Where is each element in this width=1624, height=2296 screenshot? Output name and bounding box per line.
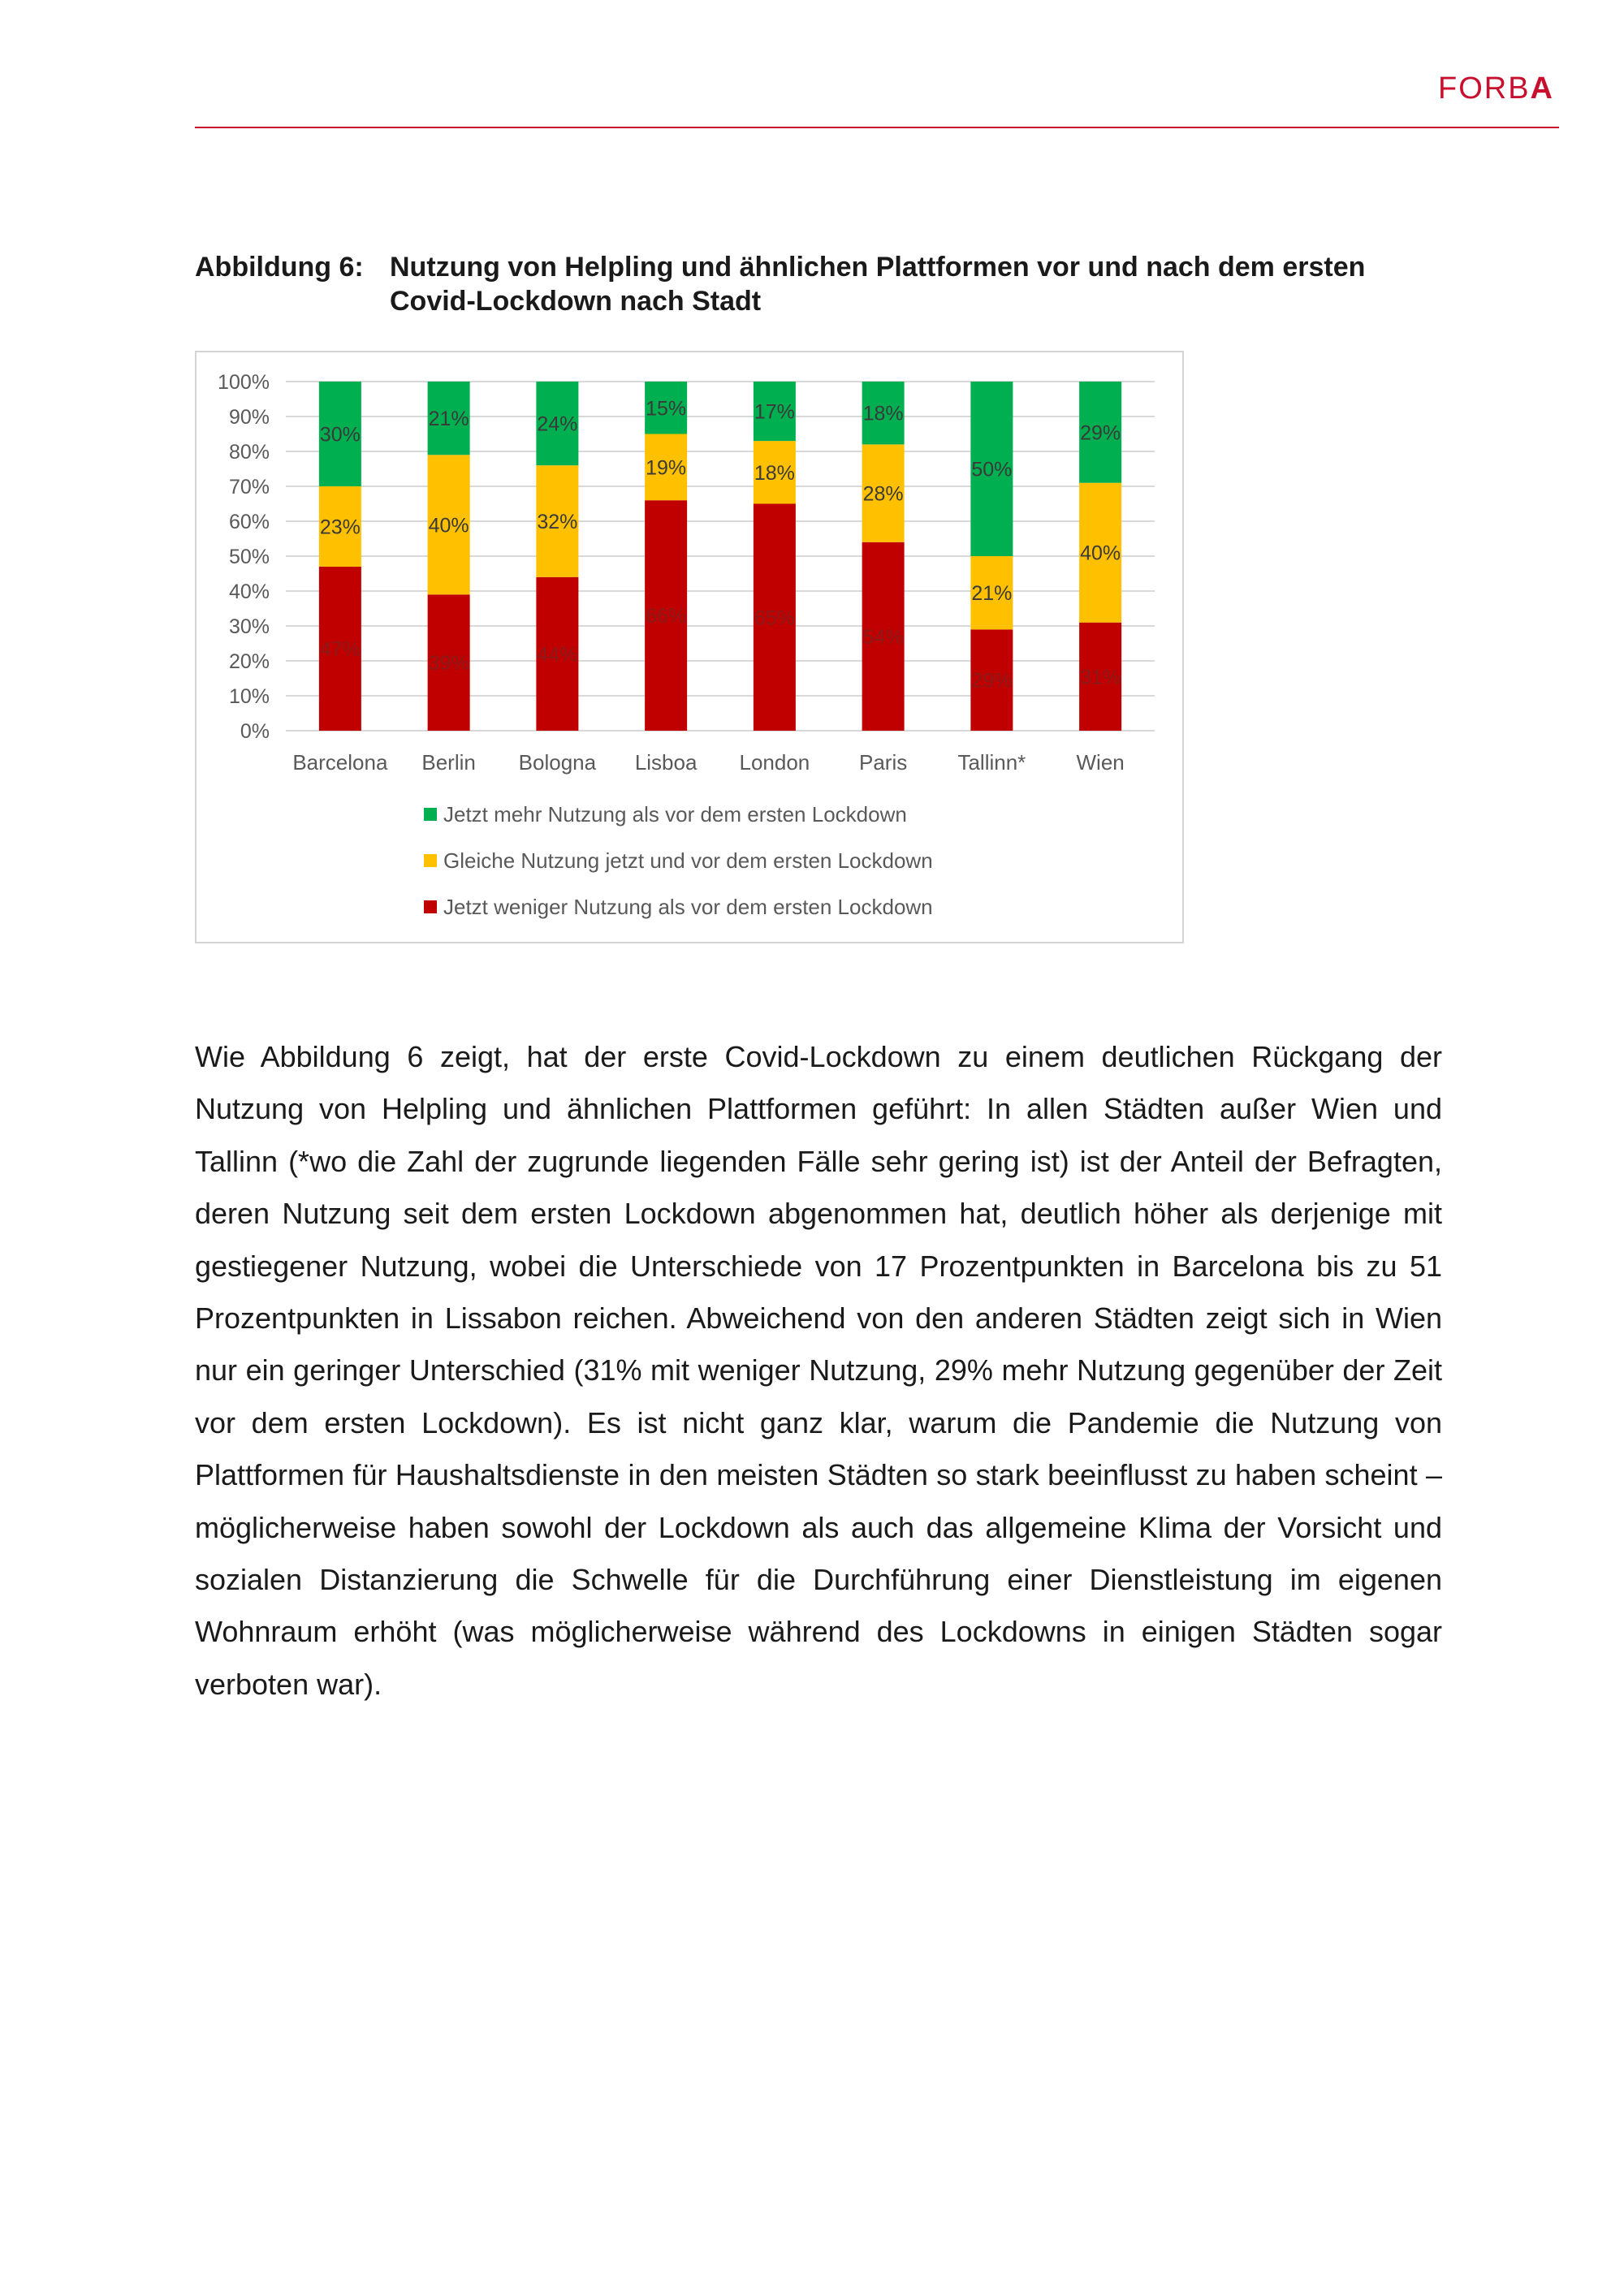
data-label: 15% [646,397,687,421]
x-tick-label: Lisboa [634,750,698,775]
data-label: 39% [428,652,469,675]
x-tick-label: Tallinn* [957,750,1026,775]
data-label: 32% [537,511,578,533]
y-tick-label: 60% [228,511,270,533]
x-tick-label: Barcelona [292,750,388,775]
legend-swatch [424,808,437,821]
data-label: 54% [862,625,904,649]
data-label: 30% [319,423,361,447]
data-label: 50% [971,458,1013,481]
data-label: 65% [754,606,795,630]
forba-logo [1438,71,1554,106]
x-tick-label: Wien [1076,750,1125,775]
data-label: 31% [1080,666,1121,689]
x-tick-label: Bologna [518,750,597,775]
data-label: 18% [754,461,795,485]
body-paragraph: Wie Abbildung 6 zeigt, hat der erste Covid-Lockdown zu einem deutlichen Rückgang der Nutzung von Helpling und ähnlichen Plattformen geführt: In allen Städten außer Wien und Tallinn (*wo die Zahl der zugrunde liegenden Fälle sehr gering ist) ist der Anteil der Befragten, deren Nutzung seit dem ersten Lockdown abgenommen hat, deutlich höher als derjenige mit gestiegener Nutzung, wobei die Unterschiede von 17 Prozentpunkten in Barcelona bis zu 51 Prozentpunkten in Lissabon reichen. Abweichend von den anderen Städten zeigt sich in Wien nur ein geringer Unterschied (31% mit weniger Nutzung, 29% mehr Nutzung gegenüber der Zeit vor dem ersten Lockdown). Es ist nicht ganz klar, warum die Pandemie die Nutzung von Plattformen für Haushaltsdienste in den meisten Städten so stark beeinflusst zu haben scheint – möglicherweise haben sowohl der Lockdown als auch das allgemeine Klima der Vorsicht und sozialen Distanzierung die Schwelle für die Durchführung einer Dienstleistung im eigenen Wohnraum erhöht (was möglicherweise während des Lockdowns in einigen Städten sogar verboten war). [195,1040,1442,1701]
figure-caption [195,250,1445,318]
data-label: 24% [537,412,578,436]
y-tick-label: 20% [228,650,270,673]
data-label: 21% [428,408,469,431]
data-label: 47% [319,637,361,661]
data-label: 44% [537,643,578,667]
header-rule [195,127,1559,128]
y-tick-label: 90% [228,406,270,429]
data-label: 21% [971,582,1013,606]
y-tick-label: 0% [240,720,270,743]
legend-label: Gleiche Nutzung jetzt und vor dem ersten Lockdown [443,848,933,873]
logo-main: FORB [1437,71,1531,106]
x-tick-label: Paris [859,750,908,775]
y-tick-label: 80% [228,441,270,464]
data-label: 28% [862,482,904,506]
data-label: 40% [428,514,469,537]
data-label: 29% [971,669,1013,693]
logo-accent: A [1530,71,1554,106]
x-tick-label: Berlin [421,750,476,775]
legend-label: Jetzt mehr Nutzung als vor dem ersten Lockdown [443,802,907,826]
legend-swatch [424,900,437,913]
x-tick-label: London [739,750,810,775]
data-label: 40% [1080,542,1121,565]
y-tick-label: 40% [228,580,270,603]
data-label: 23% [319,516,361,539]
y-tick-label: 100% [218,371,270,394]
y-tick-label: 50% [228,546,270,568]
legend-label: Jetzt weniger Nutzung als vor dem ersten Lockdown [443,895,933,919]
y-tick-label: 30% [228,615,270,638]
legend-swatch [424,854,437,867]
stacked-bar-chart [197,352,1182,942]
data-label: 19% [646,456,687,480]
chart-container [195,351,1184,943]
figure-title: Nutzung von Helpling und ähnlichen Plattformen vor und nach dem ersten Covid-Lockdown nach Stadt [390,252,1366,317]
data-label: 17% [754,400,795,424]
y-tick-label: 70% [228,476,270,498]
data-label: 18% [862,402,904,425]
figure-label: Abbildung 6: [195,252,364,283]
y-tick-label: 10% [228,685,270,708]
data-label: 66% [646,605,687,628]
data-label: 29% [1080,421,1121,445]
